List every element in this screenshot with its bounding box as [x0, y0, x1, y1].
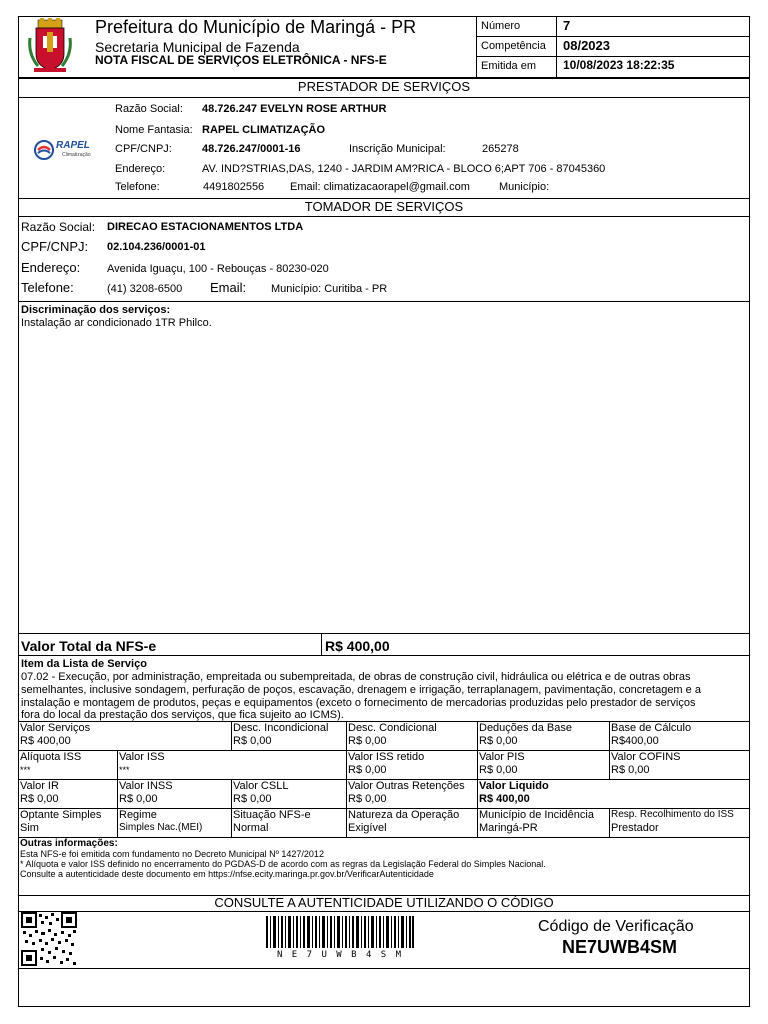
emitida-label: Emitida em	[481, 60, 537, 72]
discriminacao-label: Discriminação dos serviços:	[21, 304, 171, 316]
tomador-endereco-value: Avenida Iguaçu, 100 - Rebouças - 80230-020	[107, 263, 329, 275]
emitida-value: 10/08/2023 18:22:35	[563, 58, 675, 72]
prestador-fantasia-value: RAPEL CLIMATIZAÇÃO	[202, 124, 326, 136]
document-title: NOTA FISCAL DE SERVIÇOS ELETRÔNICA - NFS-E	[95, 53, 387, 67]
aliquota-iss-cell: Alíquota ISS ***	[20, 751, 82, 775]
item-lista-label: Item da Lista de Serviço	[21, 658, 147, 670]
tomador-razao-label: Razão Social:	[21, 220, 96, 234]
municipio-incidencia-cell: Município de Incidência Maringá-PR	[479, 809, 594, 834]
numero-value: 7	[563, 18, 571, 33]
regime-cell: Regime Simples Nac.(MEI)	[119, 809, 203, 833]
prestador-telefone-label: Telefone:	[115, 181, 160, 193]
prestador-cnpj-value: 48.726.247/0001-16	[202, 143, 301, 155]
tomador-section-title: TOMADOR DE SERVIÇOS	[304, 199, 464, 214]
optante-simples-cell: Optante Simples Sim	[20, 809, 102, 834]
discriminacao-text: Instalação ar condicionado 1TR Philco.	[21, 317, 212, 329]
outras-retencoes-cell: Valor Outras Retenções R$ 0,00	[348, 780, 465, 805]
tomador-telefone-label: Telefone:	[21, 280, 74, 295]
iss-retido-cell: Valor ISS retido R$ 0,00	[348, 751, 425, 776]
prestador-razao-label: Razão Social:	[115, 103, 183, 115]
item-lista-line: 07.02 - Execução, por administração, empreitada ou subempreitada, de obras de construção civil, hidráulica ou elétrica e de outras obras	[21, 671, 691, 683]
autenticidade-title: CONSULTE A AUTENTICIDADE UTILIZANDO O CÓDIGO	[214, 895, 554, 910]
prestador-razao-value: 48.726.247 EVELYN ROSE ARTHUR	[202, 103, 387, 115]
tomador-municipio: Município: Curitiba - PR	[271, 283, 388, 295]
outras-info-line: Esta NFS-e foi emitida com fundamento no Decreto Municipal Nº 1427/2012	[20, 849, 324, 859]
valor-csll-cell: Valor CSLL R$ 0,00	[233, 780, 289, 805]
department-name: Secretaria Municipal de Fazenda	[95, 39, 300, 55]
prestador-cnpj-label: CPF/CNPJ:	[115, 143, 172, 155]
prestador-fantasia-label: Nome Fantasia:	[115, 124, 193, 136]
prestador-im-value: 265278	[482, 143, 519, 155]
total-label: Valor Total da NFS-e	[21, 638, 157, 654]
item-lista-line: semelhantes, inclusive sondagem, perfuração de poços, escavação, drenagem e irrigação, terraplanagem, pavimentação, concretagem e a	[21, 684, 701, 696]
prestador-logo	[34, 138, 96, 164]
valor-cofins-cell: Valor COFINS R$ 0,00	[611, 751, 681, 776]
logo-subtext: Climatização	[62, 152, 91, 158]
qr-code-icon[interactable]	[21, 912, 77, 966]
prestador-endereco-label: Endereço:	[115, 163, 166, 175]
situacao-nfse-cell: Situação NFS-e Normal	[233, 809, 311, 834]
tomador-email-label: Email:	[210, 280, 247, 295]
valor-liquido-cell: Valor Liquido R$ 400,00	[479, 780, 549, 805]
municipal-crest-icon	[28, 18, 72, 74]
item-lista-line: instalação e montagem de produtos, peças e equipamentos (exceto o fornecimento de mercadorias produzidas pelo prestador de serviços	[21, 697, 696, 709]
rapel-logo-icon	[34, 140, 54, 160]
codigo-verificacao-value[interactable]: NE7UWB4SM	[562, 937, 678, 957]
prestador-endereco-value: AV. IND?STRIAS,DAS, 1240 - JARDIM AM?RICA - BLOCO 6;APT 706 - 87045360	[202, 163, 606, 175]
barcode-icon	[266, 916, 414, 948]
city-title: Prefeitura do Município de Maringá - PR	[95, 17, 417, 37]
valor-servicos-cell: Valor Serviços R$ 400,00	[20, 722, 91, 747]
base-calculo-cell: Base de Cálculo R$400,00	[611, 722, 692, 747]
valor-pis-cell: Valor PIS R$ 0,00	[479, 751, 525, 776]
numero-label: Número	[481, 20, 521, 32]
tomador-cnpj-label: CPF/CNPJ:	[21, 239, 89, 254]
tomador-telefone-value: (41) 3208-6500	[107, 283, 183, 295]
deducoes-cell: Deduções da Base R$ 0,00	[479, 722, 572, 747]
outras-info-line: Consulte a autenticidade deste documento em https://nfse.ecity.maringa.pr.gov.br/VerificarAutenticidade	[20, 869, 434, 879]
outras-info-line: * Alíquota e valor ISS definido no encerramento do PGDAS-D de acordo com as regras da Legislação Federal do Simples Nacional.	[20, 859, 546, 869]
valor-ir-cell: Valor IR R$ 0,00	[20, 780, 59, 805]
codigo-verificacao-label: Código de Verificação	[538, 918, 694, 935]
resp-recolhimento-cell: Resp. Recolhimento do ISS Prestador	[611, 809, 734, 834]
tomador-endereco-label: Endereço:	[21, 260, 81, 275]
outras-info-label: Outras informações:	[20, 838, 118, 849]
competencia-label: Competência	[481, 40, 546, 52]
logo-text: RAPEL	[56, 140, 90, 151]
prestador-email: Email: climatizacaorapel@gmail.com	[290, 181, 470, 193]
prestador-im-label: Inscrição Municipal:	[349, 143, 446, 155]
natureza-operacao-cell: Natureza da Operação Exigível	[348, 809, 460, 834]
barcode-text: N E 7 U W B 4 S M	[276, 950, 404, 960]
prestador-telefone-value: 4491802556	[203, 181, 265, 193]
total-value: R$ 400,00	[325, 638, 390, 654]
valor-iss-cell: Valor ISS ***	[119, 751, 165, 775]
desc-incondicional-cell: Desc. Incondicional R$ 0,00	[233, 722, 329, 747]
prestador-municipio: Município:	[499, 181, 550, 193]
desc-condicional-cell: Desc. Condicional R$ 0,00	[348, 722, 437, 747]
tomador-razao-value: DIRECAO ESTACIONAMENTOS LTDA	[107, 221, 304, 233]
valor-inss-cell: Valor INSS R$ 0,00	[119, 780, 173, 805]
item-lista-line: fora do local da prestação dos serviços, que fica sujeito ao ICMS).	[21, 709, 344, 721]
competencia-value: 08/2023	[563, 38, 610, 53]
prestador-section-title: PRESTADOR DE SERVIÇOS	[297, 79, 471, 94]
tomador-cnpj-value: 02.104.236/0001-01	[107, 241, 206, 253]
